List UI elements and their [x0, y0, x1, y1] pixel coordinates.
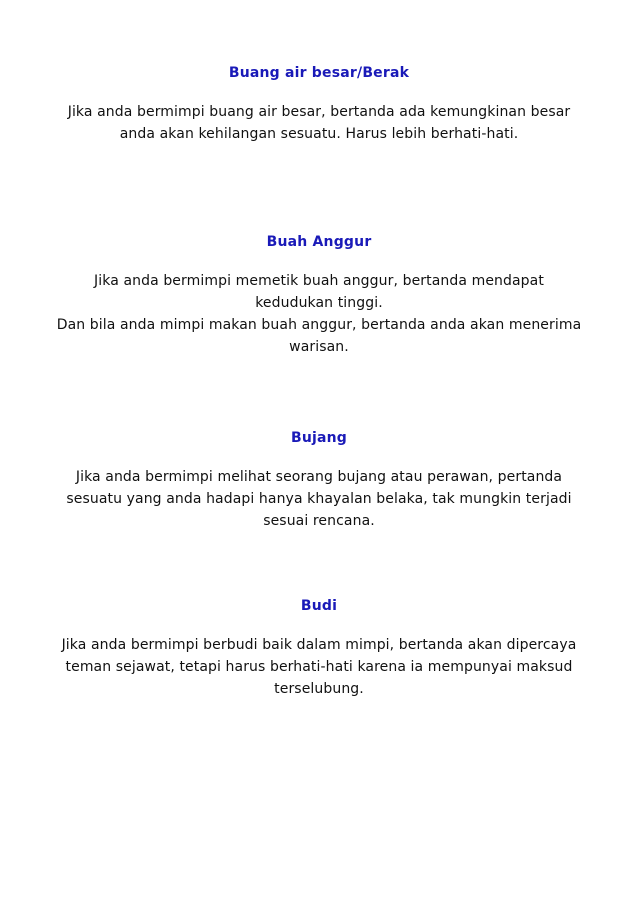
- entry-paragraph: Jika anda bermimpi berbudi baik dalam mimpi, bertanda akan dipercaya teman sejawat, tetapi harus berhati-hati karena ia mempunyai maksud terselubung.: [61, 637, 577, 697]
- entry-description: [56, 634, 582, 700]
- entry-title: Budi: [300, 598, 338, 614]
- entry-paragraph: Jika anda bermimpi memetik buah anggur, bertanda mendapat kedudukan tinggi.: [94, 273, 544, 311]
- entry-title: Bujang: [290, 430, 348, 446]
- entry-description: [56, 466, 582, 532]
- entry-paragraph: Jika anda bermimpi melihat seorang bujang atau perawan, pertanda sesuatu yang anda hadapi hanya khayalan belaka, tak mungkin terjadi sesuai rencana.: [66, 469, 572, 529]
- dream-entry-bujang: [56, 428, 582, 532]
- entry-description: [56, 270, 582, 358]
- dream-entry-budi: [56, 596, 582, 700]
- dream-entry-buang-air-besar: [56, 63, 582, 145]
- entry-paragraph: Dan bila anda mimpi makan buah anggur, bertanda anda akan menerima warisan.: [56, 317, 582, 355]
- entry-title: Buah Anggur: [266, 234, 372, 250]
- entry-paragraph: Jika anda bermimpi buang air besar, bertanda ada kemungkinan besar anda akan kehilangan sesuatu. Harus lebih berhati-hati.: [67, 104, 571, 142]
- dream-entry-buah-anggur: [56, 232, 582, 358]
- entry-description: [56, 101, 582, 145]
- entry-title: Buang air besar/Berak: [228, 65, 410, 81]
